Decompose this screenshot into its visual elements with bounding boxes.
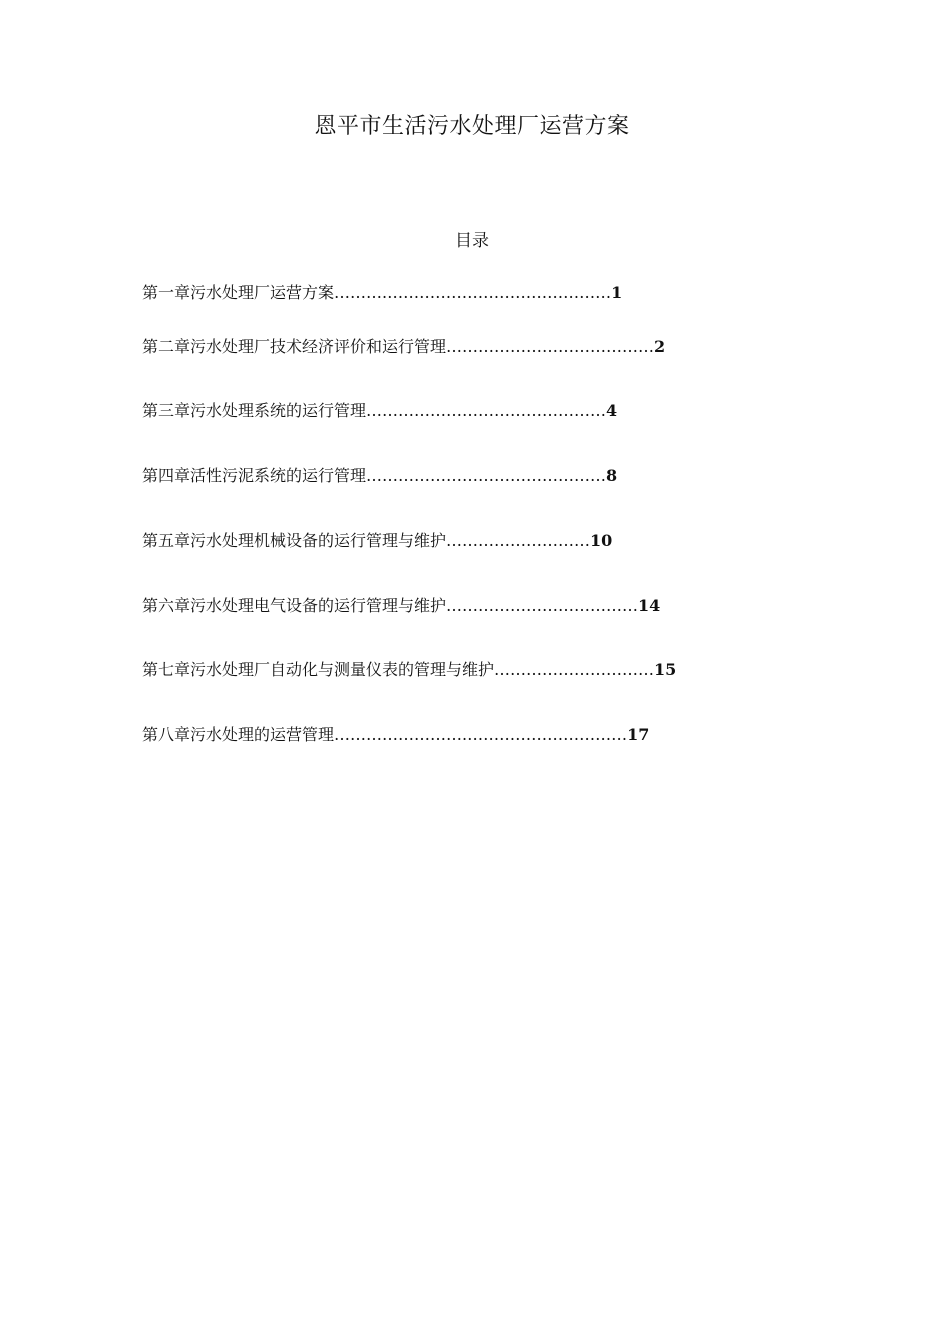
toc-dot-leader: …………………….………………………… (334, 725, 628, 744)
toc-page-number: 15 (654, 660, 677, 679)
toc-dot-leader: ……………………… (446, 531, 591, 550)
toc-page-number: 4 (606, 401, 618, 420)
toc-dot-leader: ………………………… (494, 660, 655, 679)
toc-entry[interactable] (142, 595, 660, 617)
toc-chapter-title: 第六章污水处理电气设备的运行管理与维护 (142, 596, 447, 615)
toc-dot-leader: ……….…………………………………… (334, 283, 612, 302)
toc-chapter-title: 第七章污水处理厂自动化与测量仪表的管理与维护 (142, 660, 495, 679)
toc-chapter-title: 第二章污水处理厂技术经济评价和运行管理 (142, 337, 447, 356)
toc-page-number: 2 (654, 337, 666, 356)
toc-page-number: 8 (606, 466, 618, 485)
toc-entry[interactable] (142, 336, 665, 358)
toc-chapter-title: 第四章活性污泥系统的运行管理 (142, 466, 367, 485)
toc-dot-leader: ……………………………………… (366, 401, 607, 420)
toc-page-number: 10 (590, 531, 613, 550)
toc-chapter-title: 第五章污水处理机械设备的运行管理与维护 (142, 531, 447, 550)
page-title: 恩平市生活污水处理厂运营方案 (314, 114, 630, 139)
toc-entry[interactable] (142, 724, 649, 746)
toc-page-number: 1 (611, 283, 623, 302)
toc-entry[interactable] (142, 282, 622, 304)
toc-page-number: 14 (638, 596, 661, 615)
toc-chapter-title: 第八章污水处理的运营管理 (142, 725, 335, 744)
toc-chapter-title: 第三章污水处理系统的运行管理 (142, 401, 367, 420)
toc-dot-leader: ……………………………………… (366, 466, 607, 485)
toc-entry[interactable] (142, 659, 676, 681)
toc-entry[interactable] (142, 465, 617, 487)
toc-entry[interactable] (142, 400, 617, 422)
toc-dot-leader: ……………………………… (446, 596, 639, 615)
toc-entry[interactable] (142, 530, 612, 552)
toc-heading: 目录 (455, 231, 489, 251)
toc-dot-leader: ………………………………… (446, 337, 655, 356)
toc-chapter-title: 第一章污水处理厂运营方案 (142, 283, 335, 302)
toc-page-number: 17 (627, 725, 650, 744)
